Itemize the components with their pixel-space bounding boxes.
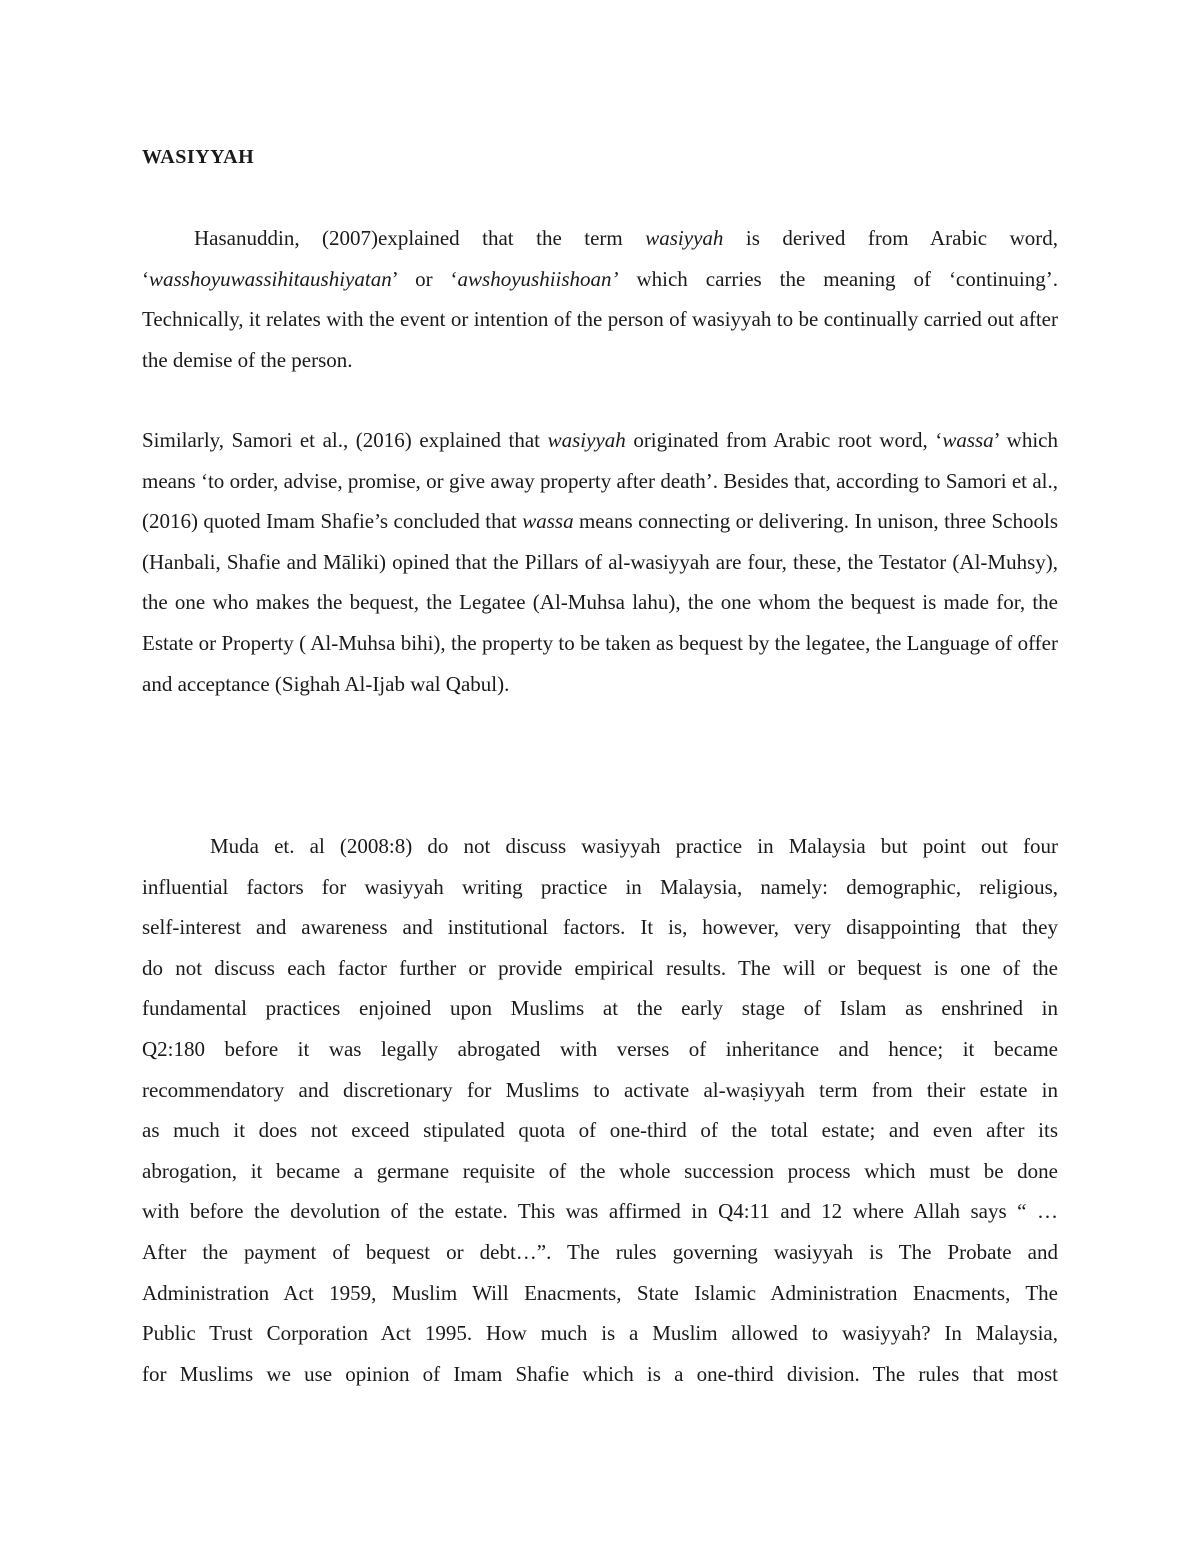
paragraph-3-line: recommendatory and discretionary for Muslims to activate al-waṣiyyah term from their estate in [142, 1077, 1058, 1102]
paragraph-3-line: fundamental practices enjoined upon Muslims at the early stage of Islam as enshrined in [142, 996, 1058, 1021]
paragraph-3-line: Muda et. al (2008:8) do not discuss wasiyyah practice in Malaysia but point out four [210, 834, 1058, 858]
paragraph-2 [142, 420, 1058, 704]
paragraph-3-line: After the payment of bequest or debt…”. The rules governing wasiyyah is The Probate and [142, 1239, 1058, 1264]
text-run: ’ or ‘ [391, 266, 458, 291]
paragraph-3-line: Public Trust Corporation Act 1995. How much is a Muslim allowed to wasiyyah? In Malaysia, [142, 1321, 1058, 1346]
paragraph-3-line: with before the devolution of the estate. This was affirmed in Q4:11 and 12 where Allah says “ … [142, 1199, 1058, 1224]
italic-term: wasiyyah [645, 226, 724, 250]
italic-term: wasiyyah [547, 428, 626, 452]
paragraph-3-line: abrogation, it became a germane requisite of the whole succession process which must be done [142, 1158, 1058, 1183]
paragraph-1 [142, 218, 1058, 380]
document-heading: WASIYYAH [142, 146, 255, 168]
italic-term: wasshoyuwassihitaushiyatan [149, 266, 392, 291]
paragraph-3 [142, 826, 1058, 1394]
paragraph-3-line: Q2:180 before it was legally abrogated with verses of inheritance and hence; it became [142, 1036, 1058, 1061]
text-run: is derived from Arabic word, ‘ [142, 226, 1058, 291]
paragraph-3-line: self-interest and awareness and institutional factors. It is, however, very disappointing that they [142, 915, 1058, 940]
italic-term: wassa [942, 428, 994, 452]
paragraph-3-line: influential factors for wasiyyah writing practice in Malaysia, namely: demographic, religious, [142, 874, 1058, 899]
text-run: means connecting or delivering. In unison, three Schools (Hanbali, Shafie and Māliki) opined that the Pillars of al-wasiyyah are four, these, the Testator (Al-Muhsy), the one who makes the bequest, the Legatee (Al-Muhsa lahu), the one whom the bequest is made for, the Estate or Property ( Al-Muhsa bihi), the property to be taken as bequest by the legatee, the Language of offer and acceptance (Sighah Al-Ijab wal Qabul). [142, 509, 1058, 696]
paragraph-3-line: Administration Act 1959, Muslim Will Enacments, State Islamic Administration Enacments, The [142, 1280, 1058, 1305]
paragraph-3-line: do not discuss each factor further or provide empirical results. The will or bequest is one of the [142, 955, 1058, 980]
italic-term: wassa [522, 509, 574, 534]
text-run: originated from Arabic root word, ‘ [625, 428, 943, 452]
italic-term: awshoyushiishoan’ [457, 266, 619, 291]
text-run: which carries the meaning of ‘continuing’. Technically, it relates with the event or intention of the person of wasiyyah to be continually carried out after the demise of the person. [142, 266, 1058, 372]
text-run: Similarly, Samori et al., (2016) explained that [142, 428, 548, 452]
paragraph-3-line: for Muslims we use opinion of Imam Shafie which is a one-third division. The rules that most [142, 1361, 1058, 1386]
text-run: ’ which means ‘to order, advise, promise, or give away property after death’. Besides that, according to Samori et al., (2016) quoted Imam Shafie’s concluded that [142, 428, 1058, 534]
paragraph-3-line: as much it does not exceed stipulated quota of one-third of the total estate; and even after its [142, 1118, 1058, 1143]
text-run: Hasanuddin, (2007)explained that the term [194, 226, 646, 250]
